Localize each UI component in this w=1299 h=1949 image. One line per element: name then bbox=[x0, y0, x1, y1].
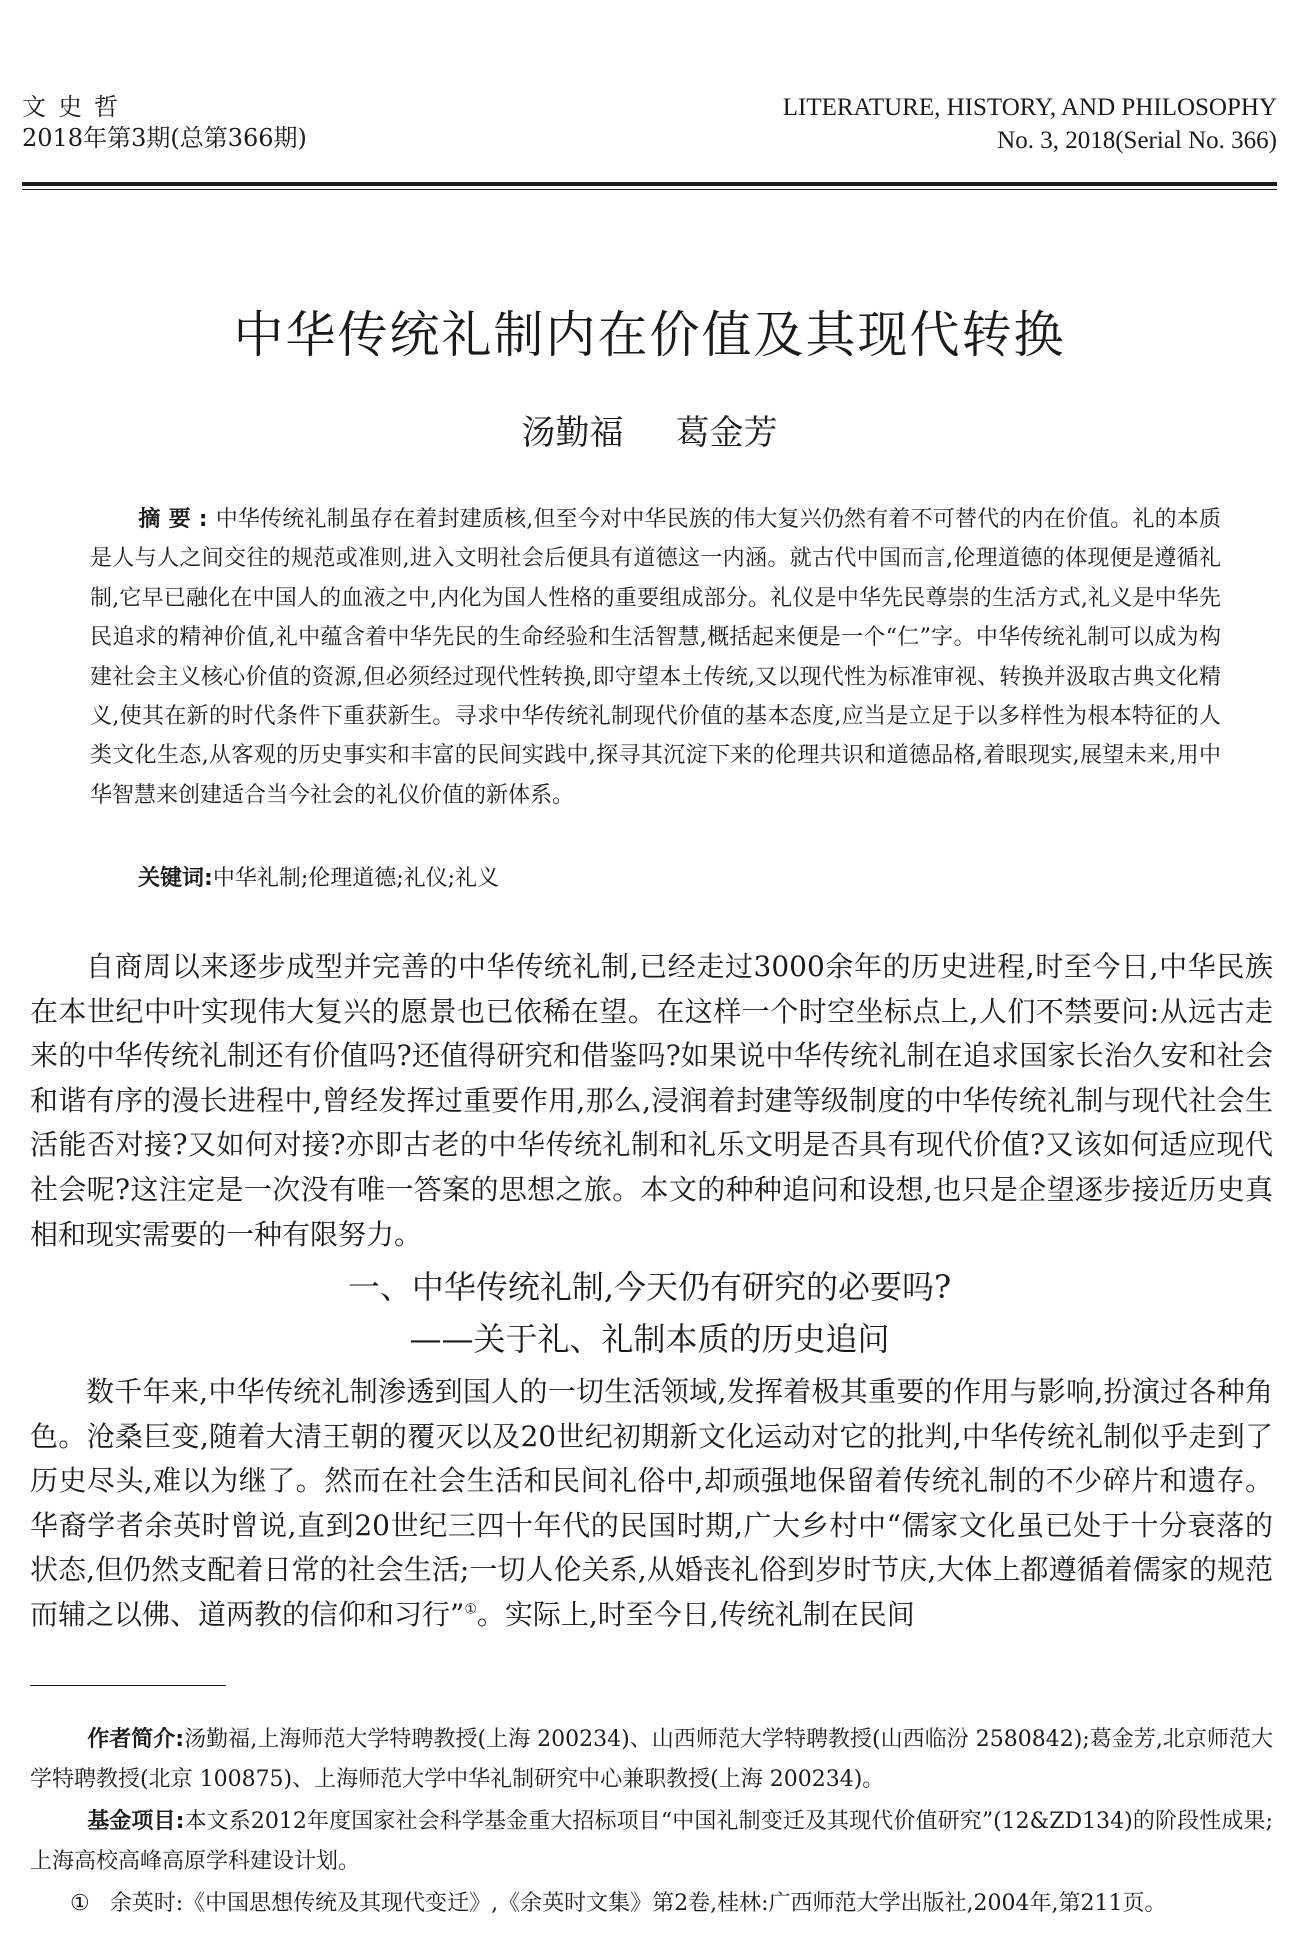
footnote-number: ① bbox=[70, 1891, 90, 1916]
author-info-label: 作者简介: bbox=[87, 1727, 185, 1752]
abstract-label: 摘要: bbox=[138, 507, 216, 532]
author-info-text: 汤勤福,上海师范大学特聘教授(上海 200234)、山西师范大学特聘教授(山西临汾 2580842);葛金芳,北京师范大学特聘教授(北京 100875)、上海师范大学中华礼制研究中心兼职教授(上海 200234)。 bbox=[30, 1727, 1273, 1792]
header-rule-thin bbox=[22, 189, 1277, 190]
journal-name-en: LITERATURE, HISTORY, AND PHILOSOPHY bbox=[782, 94, 1277, 121]
author-name: 葛金芳 bbox=[675, 413, 778, 453]
fund-text: 本文系2012年度国家社会科学基金重大招标项目“中国礼制变迁及其现代价值研究”(12&ZD134)的阶段性成果;上海高校高峰高原学科建设计划。 bbox=[30, 1809, 1273, 1874]
section-subtitle: ——关于礼、礼制本质的历史追问 bbox=[409, 1320, 890, 1358]
issue-info-en: No. 3, 2018(Serial No. 366) bbox=[997, 126, 1277, 154]
footnote-ref[interactable]: ① bbox=[464, 1601, 477, 1618]
issue-info-cn: 2018年第3期(总第366期) bbox=[22, 124, 307, 153]
abstract bbox=[90, 500, 1221, 815]
section-text: 数千年来,中华传统礼制渗透到国人的一切生活领域,发挥着极其重要的作用与影响,扮演过各种角色。沧桑巨变,随着大清王朝的覆灭以及20世纪初期新文化运动对它的批判,中华传统礼制似乎走到了历史尽头,难以为继了。然而在社会生活和民间礼俗中,却顽强地保留着传统礼制的不少碎片和遗存。华裔学者余英时曾说,直到20世纪三四十年代的民国时期,广大乡村中“儒家文化虽已处于十分衰落的状态,但仍然支配着日常的社会生活;一切人伦关系,从婚丧礼俗到岁时节庆,大体上都遵循着儒家的规范而辅之以佛、道两教的信仰和习行” bbox=[30, 1375, 1273, 1631]
abstract-text: 中华传统礼制虽存在着封建质核,但至今对中华民族的伟大复兴仍然有着不可替代的内在价值。礼的本质是人与人之间交往的规范或准则,进入文明社会后便具有道德这一内涵。就古代中国而言,伦理道德的体现便是遵循礼制,它早已融化在中国人的血液之中,内化为国人性格的重要组成部分。礼仪是中华先民尊崇的生活方式,礼义是中华先民追求的精神价值,礼中蕴含着中华先民的生命经验和生活智慧,概括起来便是一个“仁”字。中华传统礼制可以成为构建社会主义核心价值的资源,但必须经过现代性转换,即守望本土传统,又以现代性为标准审视、转换并汲取古典文化精义,使其在新的时代条件下重获新生。寻求中华传统礼制现代价值的基本态度,应当是立足于以多样性为根本特征的人类文化生态,从客观的历史事实和丰富的民间实践中,探寻其沉淀下来的伦理共识和道德品格,着眼现实,展望未来,用中华智慧来创建适合当今社会的礼仪价值的新体系。 bbox=[90, 507, 1221, 808]
intro-paragraph: 自商周以来逐步成型并完善的中华传统礼制,已经走过3000余年的历史进程,时至今日,中华民族在本世纪中叶实现伟大复兴的愿景也已依稀在望。在这样一个时空坐标点上,人们不禁要问:从远古走来的中华传统礼制还有价值吗?还值得研究和借鉴吗?如果说中华传统礼制在追求国家长治久安和社会和谐有序的漫长进程中,曾经发挥过重要作用,那么,浸润着封建等级制度的中华传统礼制与现代社会生活能否对接?又如何对接?亦即古老的中华传统礼制和礼乐文明是否具有现代价值?又该如何适应现代社会呢?这注定是一次没有唯一答案的思想之旅。本文的种种追问和设想,也只是企望逐步接近历史真相和现实需要的一种有限努力。 bbox=[30, 950, 1273, 1251]
keywords-text: 中华礼制;伦理道德;礼仪;礼义 bbox=[212, 866, 500, 891]
article-authors bbox=[0, 405, 1299, 454]
section-heading bbox=[0, 1261, 1299, 1365]
section-paragraph bbox=[30, 1370, 1273, 1638]
journal-header-cn bbox=[22, 92, 307, 154]
footnote-rule bbox=[30, 1685, 226, 1686]
author-name: 汤勤福 bbox=[521, 413, 624, 453]
section-title: 一、中华传统礼制,今天仍有研究的必要吗? bbox=[347, 1268, 952, 1306]
section-text-end: 。实际上,时至今日,传统礼制在民间 bbox=[476, 1597, 915, 1631]
journal-header-en bbox=[783, 92, 1277, 157]
keywords-label: 关键词: bbox=[138, 866, 213, 891]
footnote bbox=[70, 1886, 1273, 1922]
article-title: 中华传统礼制内在价值及其现代转换 bbox=[233, 306, 1066, 364]
fund-info bbox=[30, 1802, 1273, 1882]
author-info bbox=[30, 1720, 1273, 1800]
keywords bbox=[138, 859, 1221, 898]
fund-label: 基金项目: bbox=[87, 1809, 185, 1834]
journal-name-cn: 文史哲 bbox=[22, 93, 130, 121]
footnote-text: 余英时:《中国思想传统及其现代变迁》,《余英时文集》第2卷,桂林:广西师范大学出版社,2004年,第211页。 bbox=[109, 1891, 1167, 1916]
header-rule-thick bbox=[22, 182, 1277, 186]
